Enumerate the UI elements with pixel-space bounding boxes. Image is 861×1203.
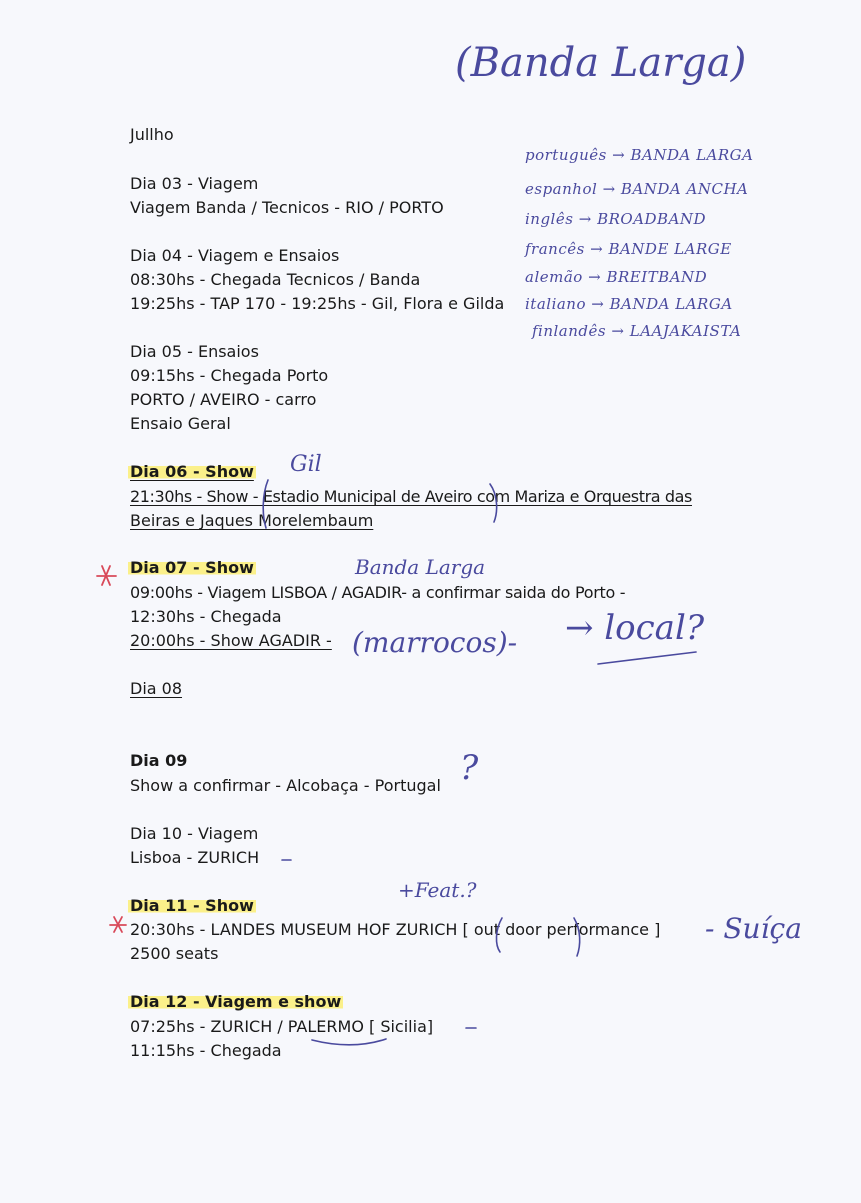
highlight: Dia 06 - Show <box>130 462 254 481</box>
handwritten-feat: +Feat.? <box>398 878 477 902</box>
handwritten-question: ? <box>460 748 479 788</box>
day-03-title: Dia 03 - Viagem <box>130 174 259 193</box>
arrow-icon: → <box>578 210 592 228</box>
asterisk-icon <box>97 566 116 585</box>
day-07-line: 12:30hs - Chegada <box>130 607 282 626</box>
handwritten-suica: - Suíça <box>705 912 802 945</box>
translation-term: BANDA LARGA <box>630 146 754 164</box>
day-05-title: Dia 05 - Ensaios <box>130 342 259 361</box>
translation-term: BROADBAND <box>597 210 707 228</box>
translation-row <box>532 322 741 340</box>
day-04-line: 08:30hs - Chegada Tecnicos / Banda <box>130 270 421 289</box>
day-06-title <box>128 462 256 482</box>
day-03-line: Viagem Banda / Tecnicos - RIO / PORTO <box>130 198 444 217</box>
translation-row <box>525 295 733 313</box>
highlight: Dia 12 - Viagem e show <box>130 992 342 1011</box>
day-04-title: Dia 04 - Viagem e Ensaios <box>130 246 340 265</box>
day-09-title: Dia 09 <box>130 751 188 770</box>
arrow-icon: → <box>612 146 626 164</box>
day-09-line: Show a confirmar - Alcobaça - Portugal <box>130 776 441 795</box>
translation-lang: português <box>525 146 607 164</box>
handwritten-local: → local? <box>565 608 705 648</box>
day-06-line: Beiras e Jaques Morelembaum <box>130 511 374 530</box>
day-07-title <box>128 558 256 578</box>
day-10-line: Lisboa - ZURICH <box>130 848 260 867</box>
translation-lang: alemão <box>525 268 583 286</box>
day-12-line: 11:15hs - Chegada <box>130 1041 282 1060</box>
handwritten-banda-larga: Banda Larga <box>355 555 486 579</box>
arrow-icon: → <box>590 240 604 258</box>
translation-term: BREITBAND <box>606 268 708 286</box>
day-11-title <box>128 896 256 916</box>
day-05-line: PORTO / AVEIRO - carro <box>130 390 317 409</box>
arrow-icon: → <box>602 180 616 198</box>
day-12-line: 07:25hs - ZURICH / PALERMO [ Sicilia] <box>130 1017 434 1036</box>
arrow-icon: → <box>611 322 625 340</box>
day-06-line: 21:30hs - Show - Estadio Municipal de Aveiro com Mariza e Orquestra das <box>130 487 692 506</box>
handwritten-marrocos: (marrocos)- <box>352 626 518 659</box>
day-05-line: 09:15hs - Chegada Porto <box>130 366 329 385</box>
translation-term: BANDA LARGA <box>609 295 733 313</box>
arrow-icon: → <box>591 295 605 313</box>
day-07-line: 20:00hs - Show AGADIR - <box>130 631 332 650</box>
translation-row <box>525 146 754 164</box>
highlight: Dia 11 - Show <box>130 896 254 915</box>
translation-term: LAAJAKAISTA <box>629 322 742 340</box>
day-08-title: Dia 08 <box>130 679 183 698</box>
day-10-title: Dia 10 - Viagem <box>130 824 259 843</box>
asterisk-icon <box>110 917 126 932</box>
handwritten-header: (Banda Larga) <box>455 40 747 86</box>
palermo-underline <box>312 1039 386 1045</box>
local-underline <box>598 652 696 664</box>
day-12-title <box>128 992 343 1012</box>
highlight: Dia 07 - Show <box>130 558 254 577</box>
translation-term: BANDA ANCHA <box>620 180 749 198</box>
translation-row <box>525 180 748 198</box>
translation-row <box>525 210 706 228</box>
day-05-line: Ensaio Geral <box>130 414 231 433</box>
translation-lang: italiano <box>525 295 586 313</box>
day-11-line: 2500 seats <box>130 944 219 963</box>
month-heading: Jullho <box>130 125 174 144</box>
day-11-line: 20:30hs - LANDES MUSEUM HOF ZURICH [ out door performance ] <box>130 920 661 939</box>
translation-lang: espanhol <box>525 180 598 198</box>
translation-row <box>525 268 707 286</box>
day-07-line: 09:00hs - Viagem LISBOA / AGADIR- a confirmar saida do Porto - <box>130 583 626 602</box>
translation-lang: finlandês <box>532 322 607 340</box>
translation-lang: inglês <box>525 210 574 228</box>
day-04-line: 19:25hs - TAP 170 - 19:25hs - Gil, Flora e Gilda <box>130 294 505 313</box>
arrow-icon: → <box>588 268 602 286</box>
handwritten-gil: Gil <box>290 452 322 477</box>
translation-lang: francês <box>525 240 585 258</box>
translation-term: BANDE LARGE <box>608 240 732 258</box>
translation-row <box>525 240 732 258</box>
